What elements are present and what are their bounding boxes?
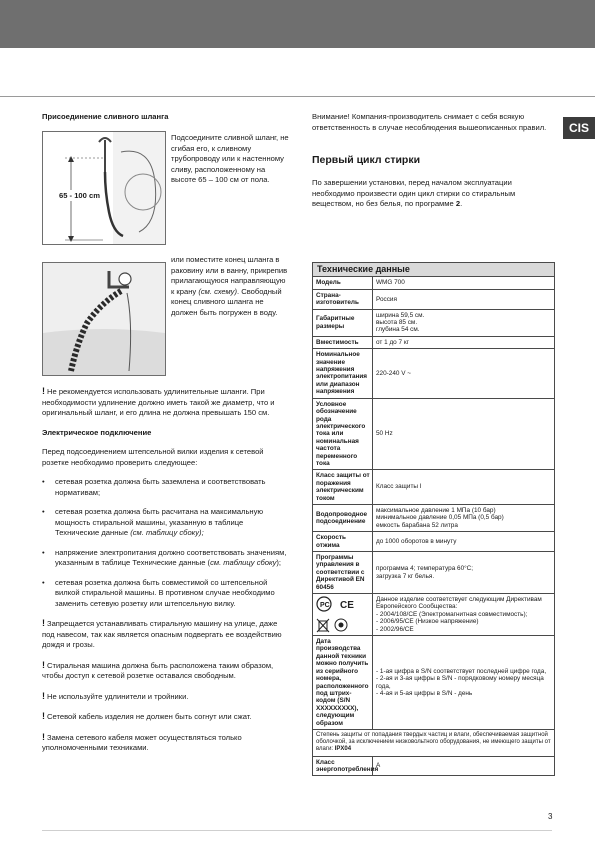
row-key: Класс защиты от поражения электрическим током (313, 470, 373, 504)
row-key: Скорость отжима (313, 532, 373, 551)
drain-text-sink-ref: (см. схему) (198, 286, 237, 296)
row-value: - 1-ая цифра в S/N соответствует последней цифре года, - 2-ая и 3-ая цифры в S/N - порядковому номеру месяца года, - 4-ая и 5-ая цифры в S/N - день (376, 667, 547, 697)
table-row (313, 505, 554, 532)
list-item-text: сетевая розетка должна быть расчитана на максимальную мощность стиральной машины, указанную в таблице Технические данные (55, 507, 264, 537)
list-item-text: напряжение электропитания должно соответствовать значениям, указанным в таблице Технические данные ( (55, 547, 287, 567)
ce-mark-icon (340, 596, 354, 612)
electric-intro: Перед подсоединением штепсельной вилки изделия к сетевой розетке необходимо проверить следующее: (42, 447, 264, 467)
certification-marks (313, 594, 373, 635)
drain-text-sink-part1: или поместите конец шланга в раковину или в ванну, прикрепив прилагающуюся направляющую к крану (171, 255, 288, 296)
height-dimension-label: 65 - 100 cm (59, 191, 100, 200)
row-value: Россия (376, 295, 397, 303)
table-row (313, 552, 554, 594)
row-key: Водопроводное подсоединение (313, 505, 373, 531)
warning-text: Замена сетевого кабеля может осуществляться только уполномоченными техниками. (42, 732, 242, 752)
drain-text-wall: Подсоедините сливной шланг, не сгибая его, к сливному трубопроводу или к настенному сливу, расположенному на высоте 65 – 100 см от пола. (171, 133, 289, 185)
svg-text:PC: PC (320, 602, 330, 610)
row-key: Программы управления в соответствии с Директивой EN 60456 (313, 552, 373, 593)
table-row (313, 349, 554, 398)
first-cycle-text-end: . (460, 199, 463, 208)
row-value: 50 Hz (376, 430, 393, 438)
language-tab: CIS (563, 117, 595, 139)
extension-warning (42, 386, 288, 419)
first-cycle-text-part: По завершении установки, перед началом эксплуатации необходимо произвести один цикл стирки со стиральным веществом, но без белья, по программе (312, 178, 516, 208)
row-key: Дата производства данной техники можно получить из серийного номера, расположенного под штрих-кодом (S/N XXXXXXXXX), следующим образом (313, 636, 373, 729)
table-row (313, 757, 554, 776)
table-row (313, 636, 554, 730)
wall-drain-illustration (43, 132, 165, 244)
electric-checklist (42, 477, 288, 609)
warning-extensions (42, 691, 288, 703)
row-value: от 1 до 7 кг (376, 338, 409, 346)
ip-protection-text: Степень защиты от попадания твердых частиц и влаги, обеспечиваемая защитной оболочкой, за исключением низковольтного оборудования, не имеющего защиты от влаги: (316, 731, 551, 753)
warning-outdoor (42, 618, 288, 651)
warning-cable-replacement (42, 732, 288, 754)
sink-drain-illustration (43, 263, 165, 375)
warning-text: Запрещается устанавливать стиральную машину на улице, даже под навесом, так как является опасным подвергать ее воздействию дождя и грозы. (42, 619, 282, 649)
row-key: Модель (313, 277, 373, 288)
directive-compliance: Данное изделие соответствует следующим Директивам Европейского Сообщества: - 2004/108/CE (Электромагнитная совместимость); - 2006/95/CE (Низкое напряжение) - 2002/96/CE (376, 596, 542, 633)
quality-mark-icon (334, 618, 348, 632)
warning-mark: ! (42, 659, 45, 670)
row-key: Страна-изготовитель (313, 290, 373, 309)
warning-mark: ! (42, 690, 45, 701)
technical-data-title: Технические данные (313, 263, 554, 277)
row-value: A (376, 762, 381, 770)
technical-data-table (312, 262, 555, 776)
table-row (313, 277, 554, 289)
table-row (313, 730, 554, 757)
table-row (313, 594, 554, 636)
manufacturer-notice: Внимание! Компания-производитель снимает с себя всякую ответственность в случае несоблюдения вышеописанных правил. (312, 112, 547, 132)
row-value: до 1000 оборотов в минуту (376, 537, 457, 545)
footer-divider (42, 830, 552, 831)
page-number: 3 (548, 812, 553, 821)
weee-bin-icon (316, 617, 330, 633)
drain-figure-wall (42, 131, 166, 245)
svg-text:CE: CE (340, 600, 354, 612)
electric-title: Электрическое подключение (42, 427, 152, 437)
table-row (313, 310, 554, 337)
warning-text: Сетевой кабель изделия не должен быть согнут или сжат. (47, 712, 252, 721)
row-key: Вместимость (313, 337, 373, 348)
row-key: Габаритные размеры (313, 310, 373, 336)
drain-text-sink (171, 255, 289, 319)
drain-text-sink-part2: . Свободный конец сливного шланга не должен быть погружен в воду. (171, 286, 282, 317)
first-cycle-text (312, 178, 554, 210)
list-item-ref: см. таблицу сбоку (210, 558, 277, 567)
warning-text: Стиральная машина должна быть расположена таким образом, чтобы доступ к сетевой розетке оставался свободным. (42, 660, 274, 680)
notice-block (312, 112, 552, 133)
drain-title: Присоединение сливного шланга (42, 112, 169, 121)
table-row (313, 532, 554, 552)
warning-mark: ! (42, 711, 45, 721)
row-value: 220-240 V ~ (376, 369, 411, 377)
list-item (42, 507, 288, 539)
list-item: • сетевая розетка должна быть совместимой со штепсельной вилкой стиральной машины. В противном случае необходимо заменить сетевую розетку или штепсельную вилку. (42, 578, 288, 610)
program-number: 2 (455, 199, 461, 208)
row-value: WMG 700 (376, 279, 405, 287)
list-item: • сетевая розетка должна быть заземлена и соответствовать нормативам; (42, 477, 288, 498)
ip-protection-note (313, 730, 554, 756)
left-lower-section (42, 386, 288, 763)
row-value: Класс защиты I (376, 483, 422, 491)
header-bar (0, 0, 595, 48)
first-cycle-title: Первый цикл стирки (312, 154, 421, 166)
warning-cable (42, 711, 288, 723)
warning-socket-access (42, 660, 288, 682)
drain-figure-sink (42, 262, 166, 376)
list-item-text: ); (276, 558, 282, 567)
row-value: ширина 59,5 см. высота 85 см. глубина 54 см. (376, 311, 425, 334)
warning-mark: ! (42, 731, 45, 742)
row-key: Условное обозначение рода электрического тока или номинальная частота переменного тока (313, 399, 373, 470)
row-value: программа 4; температура 60°С; загрузка 7 кг белья. (376, 565, 474, 580)
row-value: максимальное давление 1 МПа (10 бар) минимальное давление 0,05 МПа (0,5 бар) емкость барабана 52 литра (376, 506, 504, 529)
table-row (313, 290, 554, 310)
table-row (313, 470, 554, 505)
list-item-ref: (см. таблицу сбоку); (130, 528, 204, 537)
warning-mark: ! (42, 386, 45, 396)
table-row (313, 337, 554, 349)
row-key: Класс энергопотребления (313, 757, 373, 776)
row-key: Номинальное значение напряжения электропитания или диапазон напряжения (313, 349, 373, 397)
pct-mark-icon (316, 596, 336, 612)
table-row (313, 399, 554, 471)
extension-warning-text: Не рекомендуется использовать удлинительные шланги. При необходимости удлинение должно иметь такой же диаметр, что и оригинальный шланг, и его длина не должна превышать 150 см. (42, 387, 275, 417)
ip-protection-code: IPX04 (334, 746, 352, 753)
list-item (42, 548, 288, 569)
header-divider (0, 96, 595, 97)
warning-mark: ! (42, 618, 45, 628)
warning-text: Не используйте удлинители и тройники. (47, 691, 189, 701)
